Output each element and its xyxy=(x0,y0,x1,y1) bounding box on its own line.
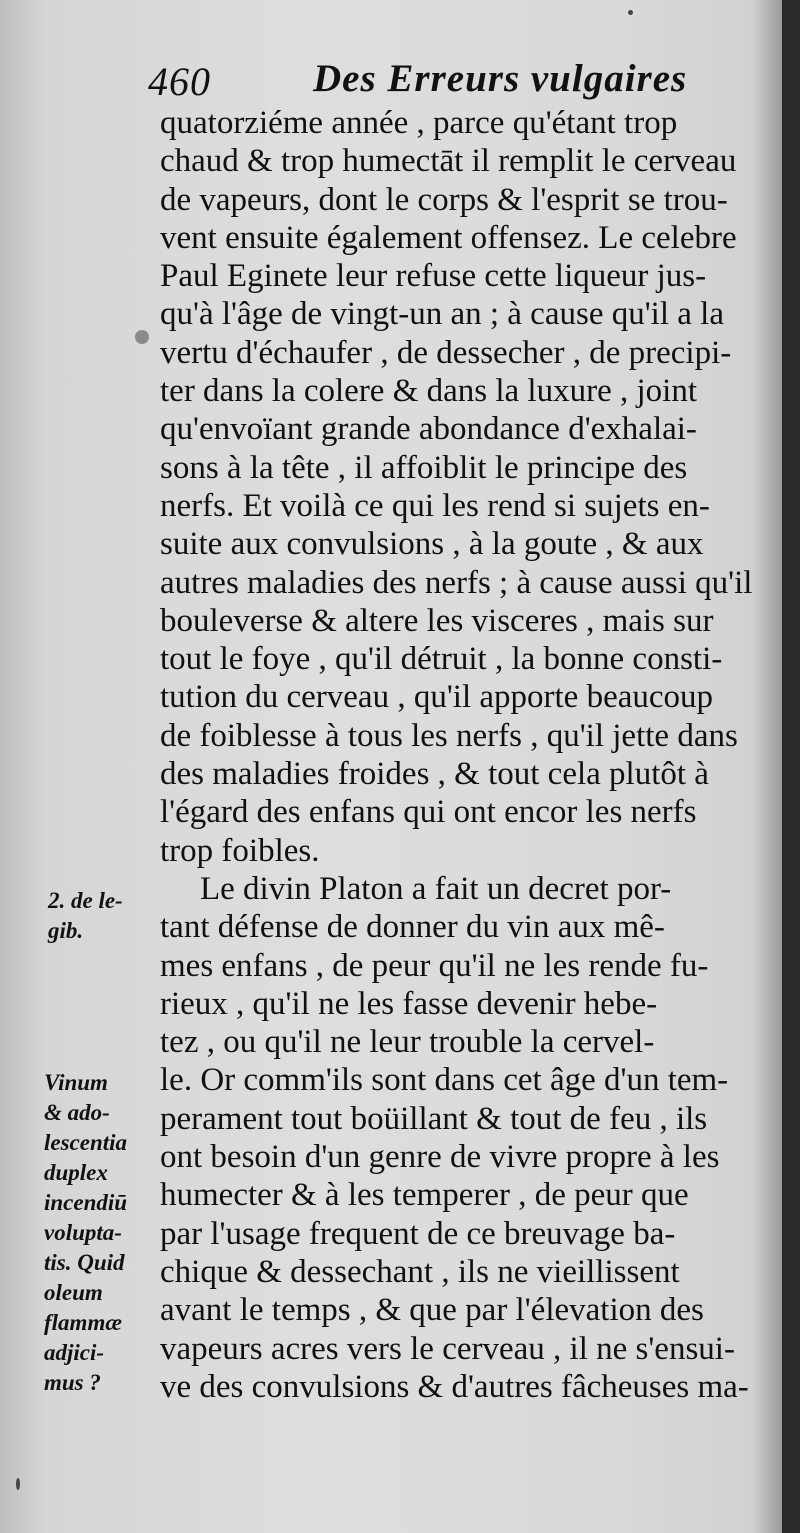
text-line: tez , ou qu'il ne leur trouble la cervel- xyxy=(160,1024,655,1061)
text-line: trop foibles. xyxy=(160,832,320,869)
text-line: qu'envoïant grande abondance d'exhalai- xyxy=(160,411,697,448)
text-line: tution du cerveau , qu'il apporte beaucoup xyxy=(160,679,714,716)
text-line: qu'à l'âge de vingt-un an ; à cause qu'il a la xyxy=(160,296,724,333)
text-line: quatorziéme année , parce qu'étant trop xyxy=(160,105,678,141)
margin-note-line: lescentia xyxy=(44,1130,128,1155)
text-line: autres maladies des nerfs ; à cause aussi qu'il xyxy=(160,564,753,601)
margin-note-line: mus ? xyxy=(44,1370,101,1395)
text-line: nerfs. Et voilà ce qui les rend si sujets en- xyxy=(160,487,710,524)
text-line: vent ensuite également offensez. Le celebre xyxy=(160,219,737,256)
text-line: ter dans la colere & dans la luxure , joint xyxy=(160,373,697,410)
text-line: avant le temps , & que par l'élevation des xyxy=(160,1292,704,1329)
text-line: bouleverse & altere les visceres , mais sur xyxy=(160,602,714,639)
text-line: vertu d'échaufer , de dessecher , de precipi- xyxy=(160,334,732,371)
text-line: l'égard des enfans qui ont encor les nerfs xyxy=(160,794,697,831)
text-line: de foiblesse à tous les nerfs , qu'il jette dans xyxy=(160,717,738,754)
text-line: par l'usage frequent de ce breuvage ba- xyxy=(160,1215,676,1252)
text-line: sons à la tête , il affoiblit le principe des xyxy=(160,449,688,486)
margin-note-line: volupta- xyxy=(44,1220,122,1245)
text-line: chique & dessechant , ils ne vieillissent xyxy=(160,1253,680,1290)
margin-note-line: tis. Quid xyxy=(44,1250,125,1275)
text-line: suite aux convulsions , à la goute , & aux xyxy=(160,526,704,563)
text-line: chaud & trop humectāt il remplit le cerveau xyxy=(160,143,737,180)
paragraph-start-line: Le divin Platon a fait un decret por- xyxy=(200,870,672,907)
margin-note-line: 2. de le- xyxy=(48,888,123,913)
text-line: des maladies froides , & tout cela plutôt à xyxy=(160,756,709,793)
ink-smudge xyxy=(135,330,149,344)
page-header xyxy=(148,50,748,102)
text-line: ve des convulsions & d'autres fâcheuses ma- xyxy=(160,1368,749,1405)
body-text xyxy=(160,104,770,1406)
margin-note-line: flammæ xyxy=(44,1310,122,1335)
text-line: vapeurs acres vers le cerveau , il ne s'ensui- xyxy=(160,1330,735,1367)
page-number: 460 xyxy=(148,59,211,104)
ink-speck xyxy=(16,1478,20,1490)
text-line: Paul Eginete leur refuse cette liqueur jus- xyxy=(160,258,707,295)
ink-speck xyxy=(628,10,633,15)
margin-note-line: adjici- xyxy=(44,1340,105,1365)
text-line: de vapeurs, dont le corps & l'esprit se trou- xyxy=(160,181,728,218)
margin-note-line: duplex xyxy=(44,1160,108,1185)
text-line: rieux , qu'il ne les fasse devenir hebe- xyxy=(160,985,658,1022)
text-line: tant défense de donner du vin aux mê- xyxy=(160,909,665,946)
text-line: tout le foye , qu'il détruit , la bonne consti- xyxy=(160,641,723,678)
text-line: le. Or comm'ils sont dans cet âge d'un tem- xyxy=(160,1062,729,1099)
text-line: humecter & à les temperer , de peur que xyxy=(160,1177,689,1214)
margin-note-legib xyxy=(48,886,158,946)
margin-note-line: gib. xyxy=(48,918,84,943)
margin-note-line: Vinum xyxy=(44,1070,108,1095)
margin-note-line: & ado- xyxy=(44,1100,110,1125)
text-line: mes enfans , de peur qu'il ne les rende fu- xyxy=(160,947,709,984)
margin-note-line: oleum xyxy=(44,1280,103,1305)
margin-note-vinum xyxy=(44,1068,156,1398)
margin-note-line: incendiū xyxy=(44,1190,128,1215)
text-line: ont besoin d'un genre de vivre propre à les xyxy=(160,1139,720,1176)
running-head: Des Erreurs vulgaires xyxy=(313,57,688,100)
text-line: perament tout boüillant & tout de feu , ils xyxy=(160,1100,708,1137)
